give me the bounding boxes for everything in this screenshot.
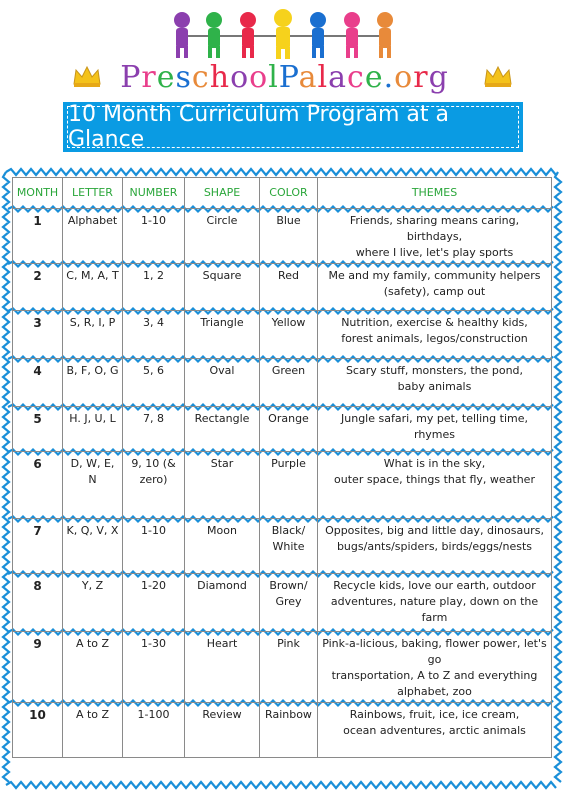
- color-cell: Brown/ Grey: [260, 574, 318, 632]
- table-row: [13, 519, 552, 574]
- letter-cell: Y, Z: [63, 574, 123, 632]
- letter-cell: C, M, A, T: [63, 264, 123, 311]
- letter-cell: K, Q, V, X: [63, 519, 123, 574]
- themes-line: Friends, sharing means caring, birthdays,: [349, 214, 520, 243]
- color-cell: Purple: [260, 452, 318, 519]
- themes-cell: [318, 407, 552, 452]
- month-cell: 9: [13, 632, 63, 703]
- crown-icon: [483, 64, 513, 88]
- themes-line: (safety), camp out: [383, 285, 486, 298]
- themes-cell: [318, 264, 552, 311]
- themes-cell: [318, 703, 552, 758]
- themes-line: forest animals, legos/construction: [341, 332, 528, 345]
- table-row: [13, 407, 552, 452]
- number-cell: 5, 6: [123, 359, 185, 407]
- shape-cell: Review: [185, 703, 260, 758]
- themes-line: Pink-a-licious, baking, flower power, let's go: [322, 637, 547, 666]
- banner-title: 10 Month Curriculum Program at a Glance: [67, 106, 519, 148]
- themes-line: outer space, things that fly, weather: [334, 473, 535, 486]
- number-cell: 9, 10 (& zero): [123, 452, 185, 519]
- color-cell: Black/ White: [260, 519, 318, 574]
- table-row: [13, 452, 552, 519]
- letter-cell: D, W, E, N: [63, 452, 123, 519]
- month-cell: 8: [13, 574, 63, 632]
- number-cell: 1, 2: [123, 264, 185, 311]
- curriculum-table: [12, 177, 552, 758]
- table-row: [13, 703, 552, 758]
- table-row: [13, 574, 552, 632]
- number-cell: 1-10: [123, 519, 185, 574]
- shape-cell: Star: [185, 452, 260, 519]
- shape-cell: Diamond: [185, 574, 260, 632]
- month-cell: 6: [13, 452, 63, 519]
- title-banner: [63, 102, 523, 152]
- table-row: [13, 311, 552, 359]
- number-cell: 7, 8: [123, 407, 185, 452]
- letter-cell: S, R, I, P: [63, 311, 123, 359]
- header-color: COLOR: [260, 178, 318, 209]
- themes-line: Nutrition, exercise & healthy kids,: [341, 316, 528, 329]
- letter-cell: Alphabet: [63, 209, 123, 264]
- number-cell: 1-100: [123, 703, 185, 758]
- themes-line: where I live, let's play sports: [355, 246, 514, 259]
- color-cell: Red: [260, 264, 318, 311]
- shape-cell: Circle: [185, 209, 260, 264]
- color-cell: Rainbow: [260, 703, 318, 758]
- themes-line: alphabet, zoo: [397, 685, 472, 698]
- themes-cell: [318, 632, 552, 703]
- month-cell: 2: [13, 264, 63, 311]
- table-row: [13, 209, 552, 264]
- color-cell: Yellow: [260, 311, 318, 359]
- month-cell: 1: [13, 209, 63, 264]
- themes-cell: [318, 519, 552, 574]
- themes-line: Jungle safari, my pet, telling time, rhymes: [341, 412, 528, 441]
- themes-cell: [318, 452, 552, 519]
- themes-line: Scary stuff, monsters, the pond,: [345, 364, 524, 377]
- header-month: MONTH: [13, 178, 63, 209]
- themes-cell: [318, 359, 552, 407]
- kids-holding-hands-icon: [170, 8, 400, 60]
- table-header-row: [13, 178, 552, 209]
- color-cell: Green: [260, 359, 318, 407]
- site-logo: PreschoolPalace.org: [120, 60, 449, 95]
- themes-line: Recycle kids, love our earth, outdoor: [333, 579, 536, 592]
- themes-line: bugs/ants/spiders, birds/eggs/nests: [336, 540, 533, 553]
- themes-line: adventures, nature play, down on the farm: [330, 595, 539, 624]
- themes-line: Rainbows, fruit, ice, ice cream,: [349, 708, 520, 721]
- themes-line: transportation, A to Z and everything: [331, 669, 538, 682]
- shape-cell: Moon: [185, 519, 260, 574]
- letter-cell: H. J, U, L: [63, 407, 123, 452]
- number-cell: 3, 4: [123, 311, 185, 359]
- color-cell: Orange: [260, 407, 318, 452]
- month-cell: 5: [13, 407, 63, 452]
- month-cell: 10: [13, 703, 63, 758]
- header-shape: SHAPE: [185, 178, 260, 209]
- themes-line: Me and my family, community helpers: [328, 269, 541, 282]
- header-number: NUMBER: [123, 178, 185, 209]
- color-cell: Pink: [260, 632, 318, 703]
- table-row: [13, 359, 552, 407]
- month-cell: 4: [13, 359, 63, 407]
- letter-cell: B, F, O, G: [63, 359, 123, 407]
- number-cell: 1-10: [123, 209, 185, 264]
- themes-cell: [318, 209, 552, 264]
- themes-line: Opposites, big and little day, dinosaurs,: [325, 524, 544, 537]
- number-cell: 1-20: [123, 574, 185, 632]
- shape-cell: Oval: [185, 359, 260, 407]
- themes-cell: [318, 574, 552, 632]
- themes-line: baby animals: [397, 380, 472, 393]
- themes-line: ocean adventures, arctic animals: [343, 724, 526, 737]
- table-row: [13, 632, 552, 703]
- shape-cell: Square: [185, 264, 260, 311]
- table-row: [13, 264, 552, 311]
- letter-cell: A to Z: [63, 703, 123, 758]
- header-themes: THEMES: [318, 178, 552, 209]
- themes-cell: [318, 311, 552, 359]
- number-cell: 1-30: [123, 632, 185, 703]
- header-letter: LETTER: [63, 178, 123, 209]
- letter-cell: A to Z: [63, 632, 123, 703]
- month-cell: 3: [13, 311, 63, 359]
- month-cell: 7: [13, 519, 63, 574]
- shape-cell: Triangle: [185, 311, 260, 359]
- shape-cell: Heart: [185, 632, 260, 703]
- color-cell: Blue: [260, 209, 318, 264]
- logo-row: [0, 58, 569, 98]
- themes-line: What is in the sky,: [383, 457, 486, 470]
- shape-cell: Rectangle: [185, 407, 260, 452]
